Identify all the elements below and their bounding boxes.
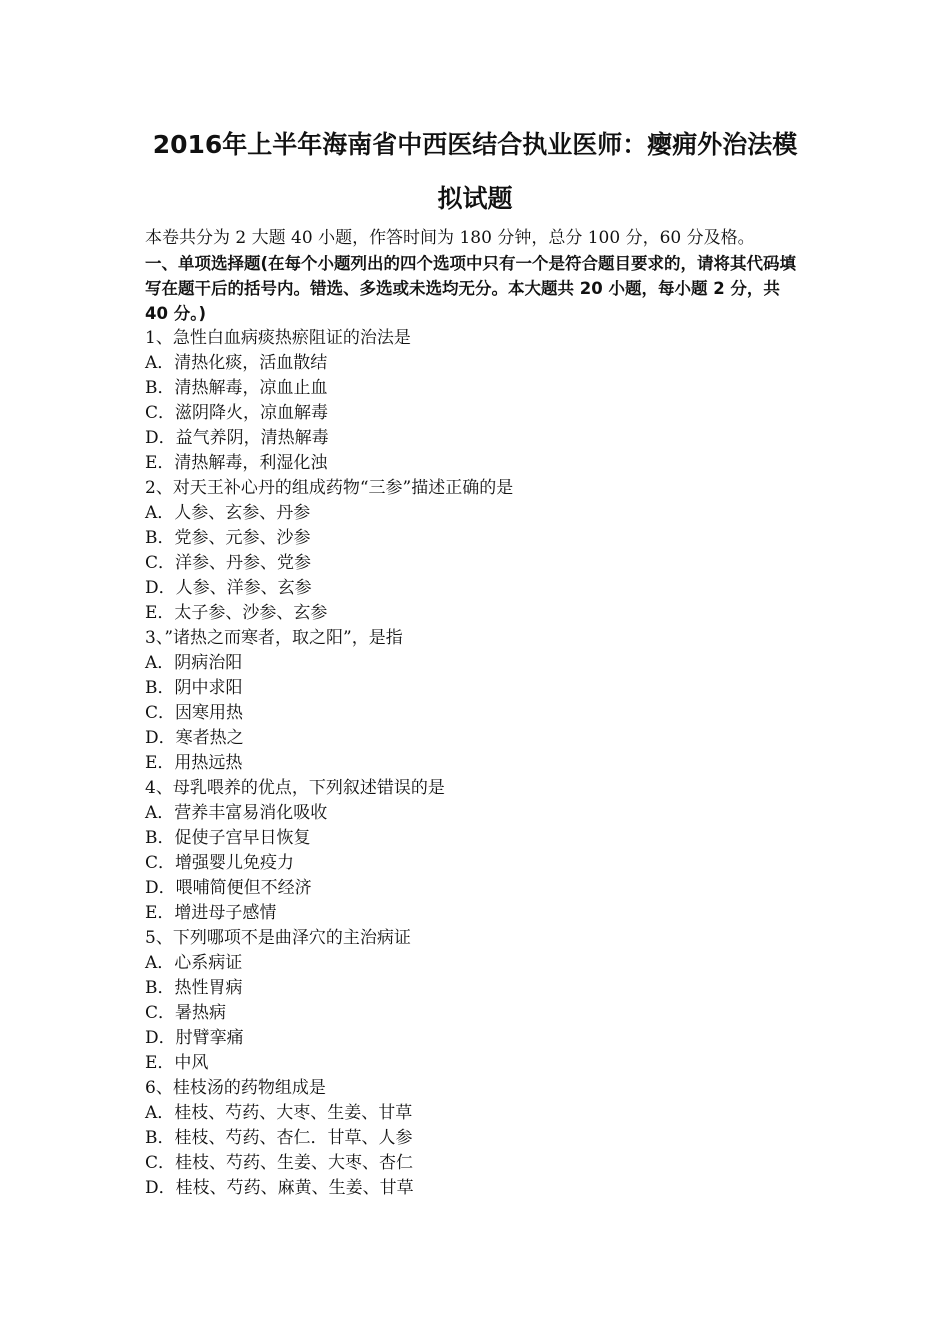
answer-option: E．增进母子感情 [145,903,277,923]
answer-option: E．中风 [145,1053,209,1073]
section-header-single-choice: 一、单项选择题(在每个小题列出的四个选项中只有一个是符合题目要求的，请将其代码填写在题干后的括号内。错选、多选或未选均无分。本大题共 20 小题，每小题 2 分，共 40 分。) [145,254,797,323]
question-item [145,1076,805,1201]
document-title [145,118,805,226]
answer-option: C．因寒用热 [145,703,244,723]
question-stem: 4、母乳喂养的优点，下列叙述错误的是 [145,778,445,798]
question-item [145,326,805,476]
question-item [145,476,805,626]
title-line-2: 拟试题 [437,184,513,213]
question-stem: 1、急性白血病痰热瘀阻证的治法是 [145,328,411,348]
answer-option: B．促使子宫早日恢复 [145,828,311,848]
answer-option: D．桂枝、芍药、麻黄、生姜、甘草 [145,1178,414,1198]
answer-option: B．热性胃病 [145,978,243,998]
answer-option: B．阴中求阳 [145,678,243,698]
answer-option: B．清热解毒，凉血止血 [145,378,328,398]
question-stem: 5、下列哪项不是曲泽穴的主治病证 [145,928,411,948]
answer-option: E．清热解毒，利湿化浊 [145,453,328,473]
answer-option: C．洋参、丹参、党参 [145,553,312,573]
question-item [145,626,805,776]
question-stem: 3、”诸热之而寒者，取之阳”，是指 [145,628,403,648]
answer-option: A．阴病治阳 [145,653,243,673]
question-stem: 2、对天王补心丹的组成药物“三参”描述正确的是 [145,478,514,498]
answer-option: C．桂枝、芍药、生姜、大枣、杏仁 [145,1153,414,1173]
question-item [145,776,805,926]
title-line-1: 2016年上半年海南省中西医结合执业医师：瘿痈外治法模 [152,130,798,159]
answer-option: C．增强婴儿免疫力 [145,853,295,873]
answer-option: D．寒者热之 [145,728,244,748]
answer-option: D．益气养阴，清热解毒 [145,428,329,448]
question-stem: 6、桂枝汤的药物组成是 [145,1078,326,1098]
answer-option: E．太子参、沙参、玄参 [145,603,328,623]
document-page [145,118,805,1201]
exam-intro: 本卷共分为 2 大题 40 小题，作答时间为 180 分钟，总分 100 分，60 分及格。 [145,228,755,248]
answer-option: C．暑热病 [145,1003,227,1023]
answer-option: B．党参、元参、沙参 [145,528,311,548]
answer-option: A．营养丰富易消化吸收 [145,803,328,823]
answer-option: C．滋阴降火，凉血解毒 [145,403,329,423]
answer-option: A．桂枝、芍药、大枣、生姜、甘草 [145,1103,413,1123]
answer-option: E．用热远热 [145,753,243,773]
answer-option: A．清热化痰，活血散结 [145,353,328,373]
answer-option: A．人参、玄参、丹参 [145,503,311,523]
question-item [145,926,805,1076]
answer-option: A．心系病证 [145,953,243,973]
question-list [145,326,805,1201]
answer-option: D．人参、洋参、玄参 [145,578,312,598]
answer-option: D．喂哺简便但不经济 [145,878,312,898]
answer-option: D．肘臂挛痛 [145,1028,244,1048]
answer-option: B．桂枝、芍药、杏仁．甘草、人参 [145,1128,413,1148]
